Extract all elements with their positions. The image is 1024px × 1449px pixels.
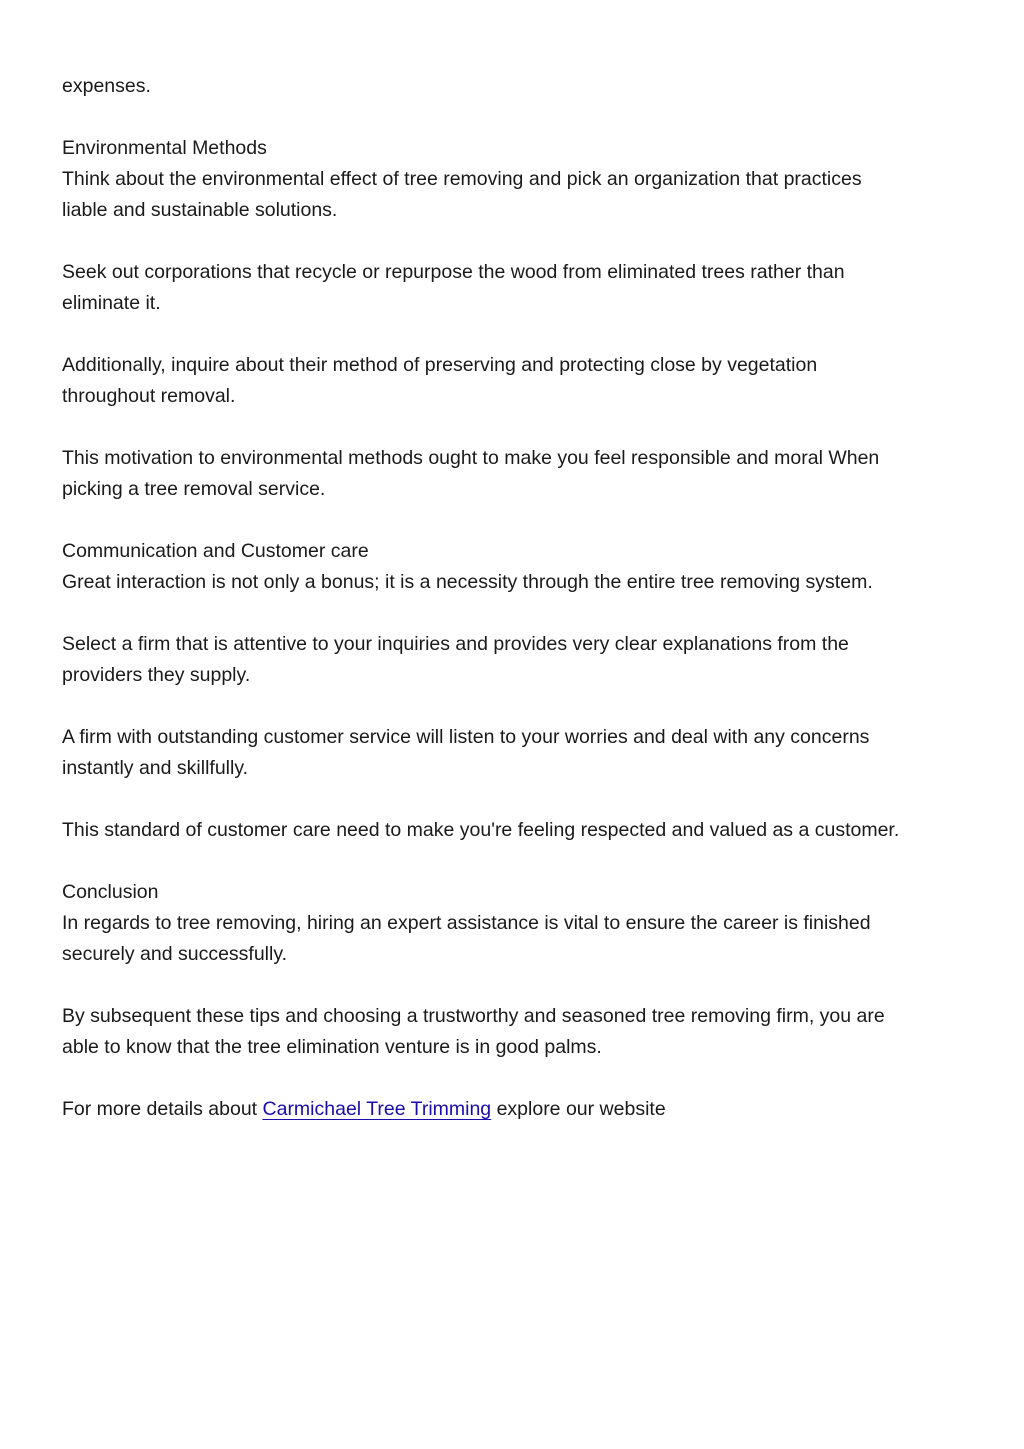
section-heading: Conclusion [62, 881, 159, 903]
text-line: expenses. [62, 75, 151, 97]
section-conclusion [62, 877, 962, 970]
text-line: This standard of customer care need to make you're feeling respected and valued as a customer. [62, 819, 900, 841]
section-heading: Communication and Customer care [62, 540, 369, 562]
text-line: securely and successfully. [62, 943, 288, 965]
footer-paragraph [62, 1094, 962, 1125]
text-line: Think about the environmental effect of tree removing and pick an organization that practices [62, 168, 862, 190]
paragraph-vegetation [62, 350, 962, 412]
paragraph-expenses [62, 71, 962, 102]
section-heading: Environmental Methods [62, 137, 267, 159]
paragraph-tips [62, 1001, 962, 1063]
text-line: providers they supply. [62, 664, 251, 686]
paragraph-select-firm [62, 629, 962, 691]
text-line: A firm with outstanding customer service will listen to your worries and deal with any concerns [62, 726, 870, 748]
paragraph-motivation [62, 443, 962, 505]
text-line: Seek out corporations that recycle or repurpose the wood from eliminated trees rather than [62, 261, 845, 283]
section-environmental-methods [62, 133, 962, 226]
text-line: able to know that the tree elimination venture is in good palms. [62, 1036, 602, 1058]
text-line: This motivation to environmental methods ought to make you feel responsible and moral When [62, 447, 880, 469]
document-body [62, 71, 962, 1156]
text-line: In regards to tree removing, hiring an expert assistance is vital to ensure the career is finished [62, 912, 871, 934]
footer-text-before: For more details about [62, 1098, 263, 1120]
text-line: liable and sustainable solutions. [62, 199, 338, 221]
text-line: Select a firm that is attentive to your inquiries and provides very clear explanations from the [62, 633, 849, 655]
section-communication [62, 536, 962, 598]
text-line: Great interaction is not only a bonus; it is a necessity through the entire tree removing system. [62, 571, 873, 593]
text-line: throughout removal. [62, 385, 236, 407]
paragraph-standard [62, 815, 962, 846]
text-line: picking a tree removal service. [62, 478, 326, 500]
text-line: instantly and skillfully. [62, 757, 249, 779]
text-line: eliminate it. [62, 292, 161, 314]
paragraph-customer-service [62, 722, 962, 784]
text-line: Additionally, inquire about their method of preserving and protecting close by vegetation [62, 354, 818, 376]
text-line: By subsequent these tips and choosing a trustworthy and seasoned tree removing firm, you are [62, 1005, 885, 1027]
paragraph-recycle [62, 257, 962, 319]
footer-text-after: explore our website [491, 1098, 666, 1120]
carmichael-tree-trimming-link[interactable]: Carmichael Tree Trimming [262, 1098, 492, 1120]
